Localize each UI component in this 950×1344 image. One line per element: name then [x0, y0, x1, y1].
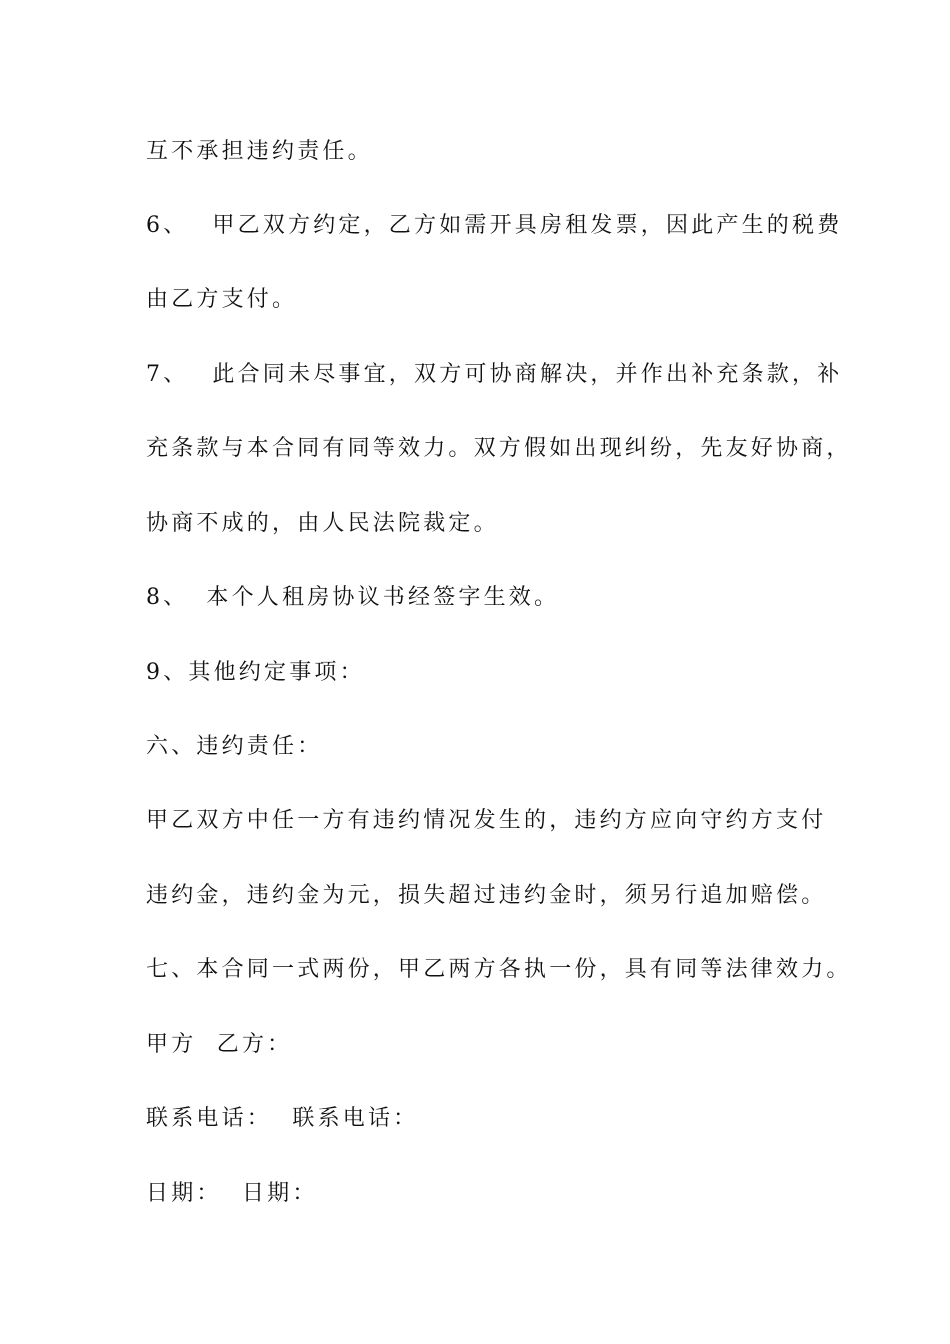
line-text: 此合同未尽事宜，双方可协商解决，并作出补充条款，补	[212, 362, 843, 387]
text-line	[146, 658, 365, 688]
line-text: 日期： 日期：	[146, 1181, 318, 1206]
section-heading	[146, 732, 322, 762]
line-text: 协商不成的，由人民法院裁定。	[146, 511, 499, 536]
clause-number: 6、	[146, 213, 189, 238]
line-text: 甲方 乙方：	[146, 1032, 293, 1057]
numbered-clause-7	[146, 360, 842, 390]
section-heading	[146, 955, 852, 985]
line-text: 本个人租房协议书经签字生效。	[206, 585, 560, 610]
numbered-clause-8	[146, 583, 559, 613]
text-line	[146, 881, 826, 911]
signature-phone	[146, 1104, 418, 1134]
text-line	[146, 434, 852, 464]
line-text: 联系电话： 联系电话：	[146, 1106, 419, 1131]
clause-number: 8、	[146, 585, 189, 610]
line-text: 互不承担违约责任。	[146, 139, 373, 164]
clause-number: 7、	[146, 362, 189, 387]
text-line	[146, 285, 297, 315]
numbered-clause-6	[146, 211, 842, 241]
line-text: 9、其他约定事项：	[146, 660, 365, 685]
text-line	[146, 509, 499, 539]
line-text: 违约金，违约金为元，损失超过违约金时，须另行追加赔偿。	[146, 883, 827, 908]
signature-date	[146, 1179, 318, 1209]
line-text: 充条款与本合同有同等效力。双方假如出现纠纷，先友好协商，	[146, 436, 852, 461]
line-text: 由乙方支付。	[146, 287, 298, 312]
line-text: 六、违约责任：	[146, 734, 323, 759]
signature-parties	[146, 1030, 292, 1060]
line-text: 甲乙双方约定，乙方如需开具房租发票，因此产生的税费	[212, 213, 843, 238]
line-text: 甲乙双方中任一方有违约情况发生的，违约方应向守约方支付	[146, 808, 827, 833]
line-text: 七、本合同一式两份，甲乙两方各执一份，具有同等法律效力。	[146, 957, 852, 982]
text-line	[146, 806, 826, 836]
text-line	[146, 137, 373, 167]
